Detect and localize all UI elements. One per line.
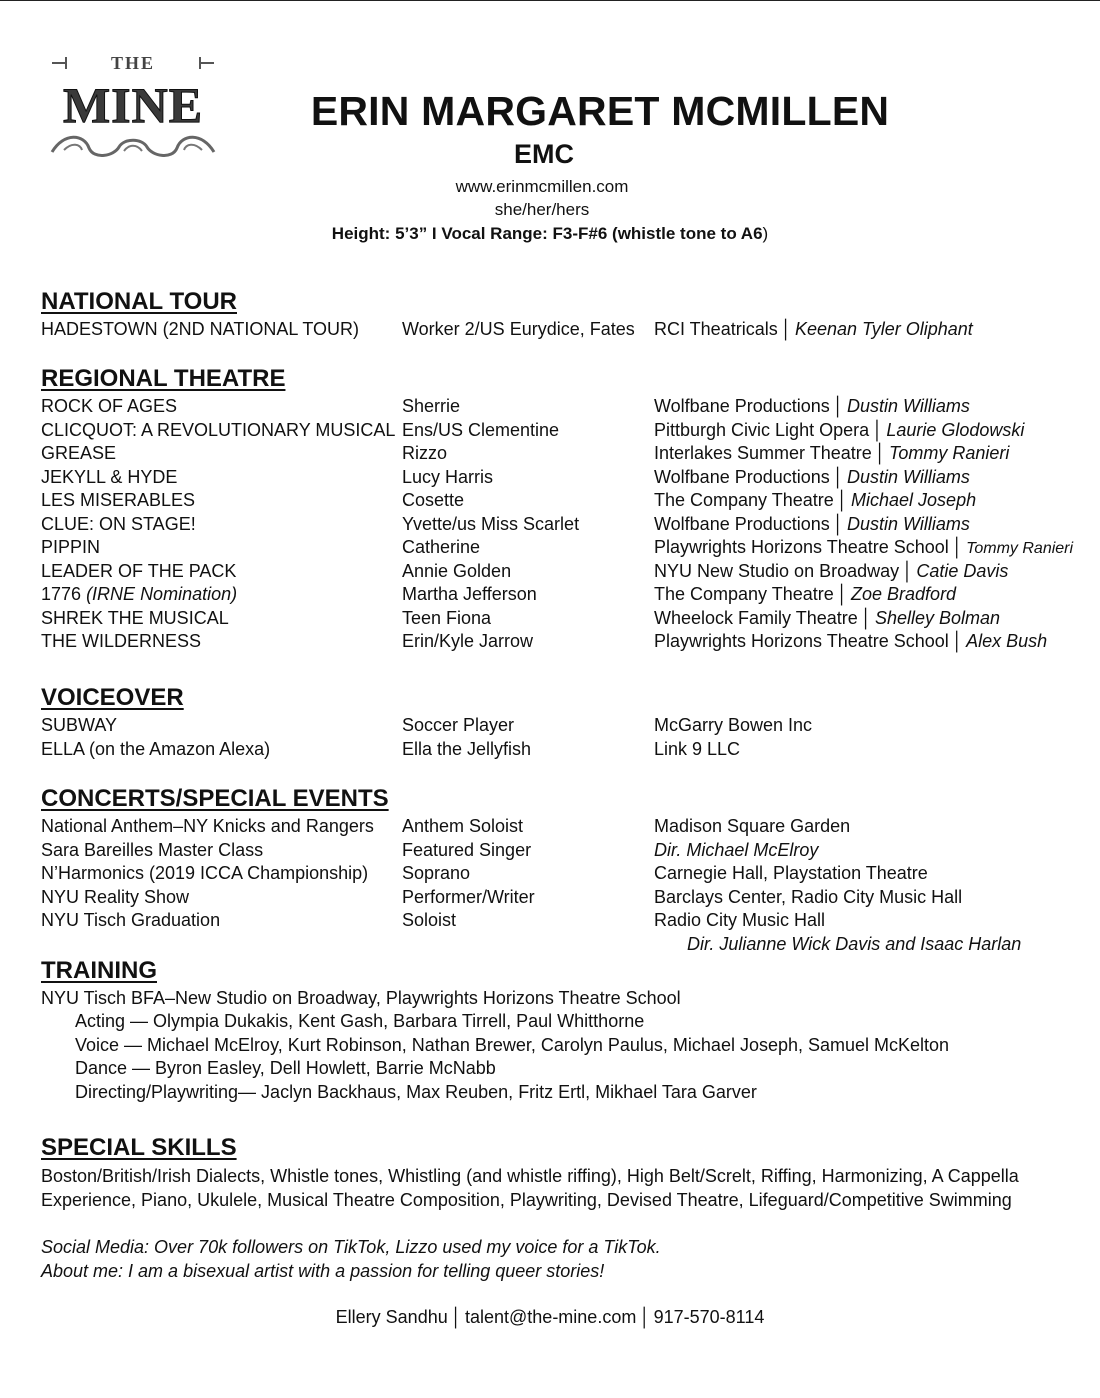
credit-company: [654, 396, 970, 417]
skills-line-1: Boston/British/Irish Dialects, Whistle tones, Whistling (and whistle riffing), High Belt/Screlt, Riffing, Harmonizing, A Cappella: [41, 1166, 1019, 1186]
credit-role: Ens/US Clementine: [402, 420, 560, 440]
credit-row: [41, 420, 1096, 443]
credit-row: [41, 863, 1096, 886]
credit-show: [41, 584, 237, 605]
credit-row: [41, 840, 1096, 863]
separator-bar: │: [832, 514, 845, 534]
credit-show: Sara Bareilles Master Class: [41, 840, 264, 860]
credit-row: [41, 631, 1096, 654]
credit-company: [654, 467, 970, 488]
director-name: Tommy Ranieri: [889, 443, 1010, 463]
performer-nickname: EMC: [514, 139, 574, 169]
credit-show: HADESTOWN (2ND NATIONAL TOUR): [41, 319, 360, 339]
credit-role: Ella the Jellyfish: [402, 739, 532, 759]
logo-main-text: MINE: [62, 77, 204, 133]
credit-row: [41, 561, 1096, 584]
director-name: Dustin Williams: [847, 514, 970, 534]
credit-show: [41, 490, 195, 511]
credit-show: [41, 631, 201, 652]
credit-role: Catherine: [402, 537, 481, 557]
agent-email[interactable]: talent@the-mine.com: [464, 1307, 637, 1327]
credit-venue: Madison Square Garden: [654, 816, 851, 836]
agent-contact: [0, 1307, 1100, 1328]
credit-row: [41, 537, 1096, 560]
credit-role: Soloist: [402, 910, 457, 930]
credit-show: NYU Reality Show: [41, 887, 190, 907]
credit-company: [654, 631, 1047, 652]
company-name: Wheelock Family Theatre: [654, 608, 858, 628]
director-name: Zoe Bradford: [851, 584, 957, 604]
credit-show-title: THE WILDERNESS: [41, 631, 202, 651]
credit-company: [654, 537, 1073, 558]
performer-name: ERIN MARGARET MCMILLEN: [310, 88, 890, 134]
logo-top-text: THE: [110, 53, 156, 73]
credit-role: Performer/Writer: [402, 887, 535, 907]
credit-venue: Barclays Center, Radio City Music Hall: [654, 887, 963, 907]
separator-bar: │: [832, 467, 845, 487]
credit-company: [654, 584, 956, 605]
credit-show: [41, 561, 236, 582]
company-name: Wolfbane Productions: [654, 514, 830, 534]
credit-show-title: GREASE: [41, 443, 117, 463]
director-name: Keenan Tyler Oliphant: [794, 319, 973, 339]
separator-bar: │: [836, 584, 849, 604]
about-me-note: About me: I am a bisexual artist with a passion for telling queer stories!: [41, 1261, 605, 1281]
separator-bar: │: [639, 1307, 651, 1327]
training-voice: Voice — Michael McElroy, Kurt Robinson, Nathan Brewer, Carolyn Paulus, Michael Joseph, Samuel McKelton: [75, 1035, 950, 1055]
height-vocal-range: [0, 224, 1100, 244]
credit-row: [41, 490, 1096, 513]
credit-show: NYU Tisch Graduation: [41, 910, 221, 930]
pronouns: she/her/hers: [494, 200, 590, 219]
credit-show: [41, 514, 196, 535]
credit-show: [41, 467, 177, 488]
training-dance: Dance — Byron Easley, Dell Howlett, Barrie McNabb: [75, 1058, 496, 1078]
credit-show: [41, 537, 100, 558]
credit-show: N’Harmonics (2019 ICCA Championship): [41, 863, 369, 883]
company-name: The Company Theatre: [654, 490, 834, 510]
training-school: NYU Tisch BFA–New Studio on Broadway, Playwrights Horizons Theatre School: [41, 988, 681, 1008]
company-name: Playwrights Horizons Theatre School: [654, 537, 949, 557]
credit-show: National Anthem–NY Knicks and Rangers: [41, 816, 374, 836]
credit-note-row: [41, 934, 1096, 957]
credit-show: [41, 420, 395, 441]
credit-role: Anthem Soloist: [402, 816, 524, 836]
credit-role: Cosette: [402, 490, 465, 510]
credit-row: [41, 319, 1096, 342]
director-name: Dustin Williams: [847, 396, 970, 416]
credit-role: Sherrie: [402, 396, 461, 416]
credit-row: [41, 608, 1096, 631]
agent-name: Ellery Sandhu: [335, 1307, 448, 1327]
credit-show: [41, 396, 177, 417]
page-top-rule: [0, 0, 1100, 1]
credit-company: [654, 443, 1009, 464]
credit-company: [654, 319, 973, 340]
credit-director: Dir. Michael McElroy: [654, 840, 819, 860]
credit-role: Worker 2/US Eurydice, Fates: [402, 319, 635, 339]
credit-show: [41, 608, 229, 629]
credit-role: Featured Singer: [402, 840, 532, 860]
credit-show-title: 1776: [41, 584, 82, 604]
stats-bold-text: Height: 5’3” I Vocal Range: F3-F#6 (whistle tone to A6: [331, 224, 763, 243]
director-name: Tommy Ranieri: [966, 540, 1074, 557]
section-heading-regional-theatre: REGIONAL THEATRE: [41, 365, 286, 392]
separator-bar: │: [836, 490, 849, 510]
credit-role: Soccer Player: [402, 715, 515, 735]
separator-bar: │: [450, 1307, 462, 1327]
credit-company: [654, 420, 1024, 441]
separator-bar: │: [951, 537, 964, 557]
credit-row: [41, 715, 1096, 738]
agent-phone[interactable]: 917-570-8114: [653, 1307, 765, 1327]
credit-show-title: CLUE: ON STAGE!: [41, 514, 196, 534]
credit-company: McGarry Bowen Inc: [654, 715, 813, 735]
credit-show-title: LES MISERABLES: [41, 490, 196, 510]
director-name: Michael Joseph: [851, 490, 977, 510]
credit-show: SUBWAY: [41, 715, 118, 735]
website-link[interactable]: www.erinmcmillen.com: [455, 177, 629, 196]
section-heading-national-tour: NATIONAL TOUR: [41, 288, 237, 315]
section-heading-concerts: CONCERTS/SPECIAL EVENTS: [41, 785, 389, 812]
credit-company: [654, 608, 1000, 629]
section-heading-training: TRAINING: [41, 957, 157, 984]
credit-show: [41, 443, 116, 464]
credit-row: [41, 443, 1096, 466]
training-acting: Acting — Olympia Dukakis, Kent Gash, Barbara Tirrell, Paul Whitthorne: [75, 1011, 645, 1031]
credit-director-note: Dir. Julianne Wick Davis and Isaac Harlan: [687, 934, 1022, 954]
credit-row: [41, 910, 1096, 933]
credit-venue: Radio City Music Hall: [654, 910, 826, 930]
company-name: Interlakes Summer Theatre: [654, 443, 872, 463]
credit-company: [654, 514, 970, 535]
separator-bar: │: [832, 396, 845, 416]
credit-row: [41, 396, 1096, 419]
company-name: Pittburgh Civic Light Opera: [654, 420, 870, 440]
credit-show-title: ROCK OF AGES: [41, 396, 178, 416]
credit-row: [41, 887, 1096, 910]
credit-role: Martha Jefferson: [402, 584, 537, 604]
director-name: Laurie Glodowski: [886, 420, 1025, 440]
skills-line-2: Experience, Piano, Ukulele, Musical Theatre Composition, Playwriting, Devised Theatre, Lifeguard/Competitive Swimming: [41, 1190, 1012, 1210]
credit-role: Erin/Kyle Jarrow: [402, 631, 534, 651]
director-name: Dustin Williams: [847, 467, 970, 487]
credit-role: Teen Fiona: [402, 608, 492, 628]
separator-bar: │: [874, 443, 887, 463]
separator-bar: │: [872, 420, 884, 440]
director-name: Catie Davis: [916, 561, 1009, 581]
credit-role: Annie Golden: [402, 561, 512, 581]
separator-bar: │: [902, 561, 914, 581]
separator-bar: │: [951, 631, 964, 651]
company-name: Wolfbane Productions: [654, 467, 830, 487]
stats-tail-text: ): [762, 224, 769, 243]
company-name: NYU New Studio on Broadway: [654, 561, 900, 581]
credit-row: [41, 816, 1096, 839]
section-heading-special-skills: SPECIAL SKILLS: [41, 1134, 237, 1161]
credit-show-title: SHREK THE MUSICAL: [41, 608, 229, 628]
credit-show-title: JEKYLL & HYDE: [41, 467, 178, 487]
credit-row: [41, 739, 1096, 762]
training-directing: Directing/Playwriting— Jaclyn Backhaus, Max Reuben, Fritz Ertl, Mikhael Tara Garver: [75, 1082, 757, 1102]
credit-venue: Carnegie Hall, Playstation Theatre: [654, 863, 928, 883]
separator-bar: │: [780, 319, 792, 339]
company-name: Playwrights Horizons Theatre School: [654, 631, 949, 651]
credit-role: Lucy Harris: [402, 467, 494, 487]
credit-show-title: LEADER OF THE PACK: [41, 561, 237, 581]
company-name: Wolfbane Productions: [654, 396, 830, 416]
social-media-note: Social Media: Over 70k followers on TikTok, Lizzo used my voice for a TikTok.: [41, 1237, 661, 1257]
section-heading-voiceover: VOICEOVER: [41, 684, 184, 711]
director-name: Shelley Bolman: [875, 608, 1001, 628]
company-name: The Company Theatre: [654, 584, 834, 604]
credit-show-title: PIPPIN: [41, 537, 101, 557]
credit-role: Yvette/us Miss Scarlet: [402, 514, 580, 534]
credit-company: [654, 561, 1008, 582]
separator-bar: │: [860, 608, 872, 628]
credit-row: [41, 514, 1096, 537]
credit-role: Soprano: [402, 863, 471, 883]
credit-show: ELLA (on the Amazon Alexa): [41, 739, 271, 759]
credit-company: [654, 490, 976, 511]
director-name: Alex Bush: [966, 631, 1048, 651]
credit-role: Rizzo: [402, 443, 448, 463]
credit-row: [41, 467, 1096, 490]
credit-show-title: CLICQUOT: A REVOLUTIONARY MUSICAL: [41, 420, 396, 440]
credit-company: Link 9 LLC: [654, 739, 741, 759]
credit-show-note: (IRNE Nomination): [86, 584, 238, 604]
company-name: RCI Theatricals: [654, 319, 778, 339]
credit-row: [41, 584, 1096, 607]
